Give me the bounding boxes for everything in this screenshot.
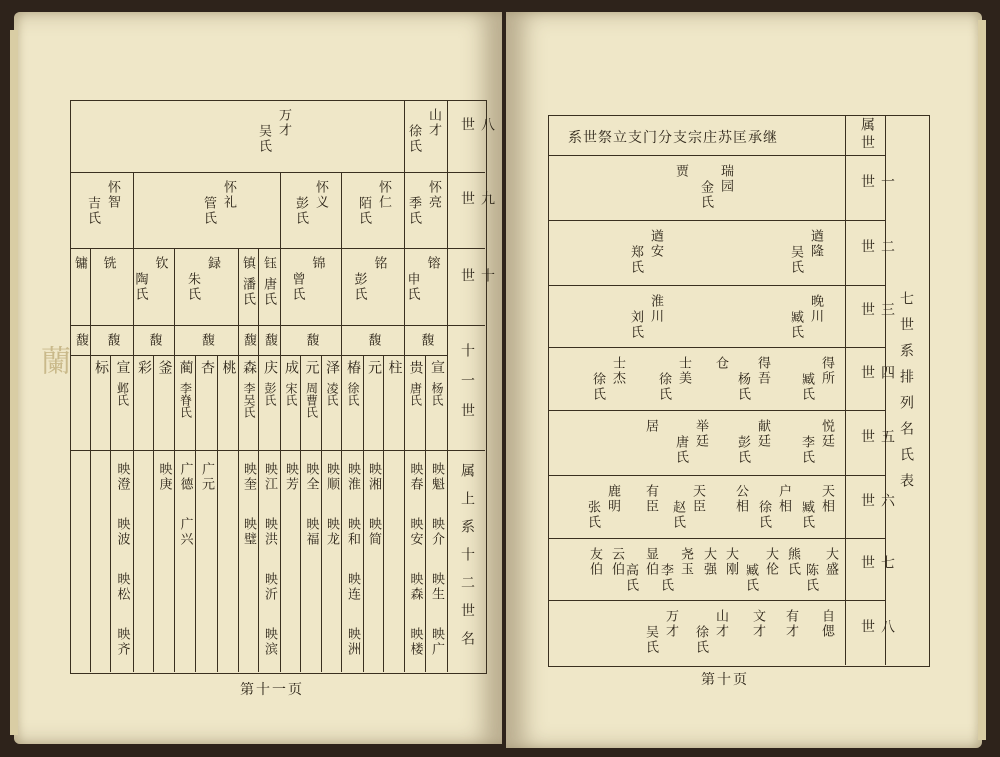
surname: 唐氏 (261, 277, 276, 307)
surname: 李氏 (799, 435, 814, 465)
table-rule (153, 355, 154, 672)
surname: 唐氏 (673, 435, 688, 465)
given-name: 鹿明 (605, 484, 620, 514)
table-rule (280, 172, 281, 248)
given-name: 釜 (156, 360, 173, 376)
table-rule (238, 355, 239, 672)
surname: 徐氏 (756, 500, 771, 530)
table-rule (321, 355, 322, 672)
surname: 高氏 (623, 563, 638, 593)
generation-label: 八世 (459, 117, 495, 155)
given-name: 怀亮 (426, 180, 441, 210)
given-name: 元 (303, 360, 320, 376)
gen12-name: 映芳 (283, 462, 298, 492)
surname: 邺氏 (115, 382, 130, 406)
genealogy-entry (733, 484, 749, 544)
given-name: 自偲 (819, 609, 834, 639)
table-rule (110, 355, 111, 672)
generation-label: 十一世 (459, 342, 475, 433)
given-name: 桃 (220, 360, 237, 376)
side-title: 七世系排列名氏表 (898, 291, 914, 499)
table-rule (447, 100, 448, 672)
surname: 徐氏 (693, 625, 708, 655)
table-rule (217, 355, 218, 672)
gen10-person (101, 256, 117, 316)
gen12-name: 广元 (199, 462, 214, 492)
table-rule (90, 355, 91, 672)
header-title: 系世祭立支门分支宗庄苏匡承继 (568, 130, 778, 146)
surname: 唐氏 (408, 382, 423, 406)
table-rule (404, 172, 405, 248)
table-rule (300, 355, 301, 672)
gen10-person (289, 256, 326, 316)
given-name: 万才 (663, 609, 678, 639)
gen12-name: 映魁 (429, 462, 444, 492)
surname: 臧氏 (743, 563, 758, 593)
gen12-name: 映奎 (241, 462, 256, 492)
given-name: 瑞园 (718, 164, 733, 194)
genealogy-entry (799, 484, 835, 544)
surname: 臧氏 (799, 372, 814, 402)
generation-label: 三世 (859, 302, 895, 330)
genealogy-entry (713, 356, 729, 416)
gen12-name: 映璧 (241, 517, 256, 547)
gen8-person (406, 108, 442, 168)
genealogy-entry (698, 164, 734, 224)
gen12-name: 映生 (429, 572, 444, 602)
genealogy-entry (643, 419, 659, 479)
table-rule (341, 248, 342, 355)
table-rule (280, 248, 281, 355)
gen12-name: 广兴 (177, 517, 193, 547)
genealogy-entry (658, 547, 694, 607)
table-rule (195, 355, 196, 672)
table-rule (383, 355, 384, 672)
surname: 陈氏 (803, 563, 818, 593)
gen11-generation-char: 馥 (303, 333, 319, 348)
surname: 吴氏 (788, 245, 803, 275)
genealogy-entry (788, 294, 824, 354)
surname: 陌氏 (356, 196, 371, 226)
right-page-number: 第十页 (701, 672, 749, 688)
given-name: 大伦 (763, 547, 778, 577)
surname: 彭氏 (293, 196, 308, 226)
given-name: 大盛 (823, 547, 838, 577)
given-name: 晚川 (808, 294, 823, 324)
gen12-name: 映全 (303, 462, 319, 492)
given-name: 得所 (819, 356, 834, 386)
given-name: 山才 (713, 609, 728, 639)
surname: 杨氏 (735, 372, 750, 402)
gen12-name: 映龙 (324, 517, 339, 547)
surname: 杨氏 (430, 382, 444, 406)
gen12-name: 映顺 (324, 462, 339, 492)
given-name: 悦廷 (819, 419, 834, 449)
genealogy-entry (656, 356, 692, 416)
surname: 季氏 (406, 196, 421, 226)
given-name: 镕 (424, 256, 440, 271)
given-name: 天相 (819, 484, 834, 514)
left-page-number: 第十一页 (240, 682, 304, 698)
given-name: 标 (93, 360, 109, 376)
gen12-name: 映广 (429, 627, 444, 657)
surname: 申氏 (404, 272, 420, 302)
given-name: 元 (366, 360, 382, 376)
given-name: 士美 (676, 356, 691, 386)
surname: 吉氏 (85, 196, 100, 226)
gen11-generation-char: 馥 (199, 333, 214, 348)
table-rule (133, 172, 134, 248)
surname: 彭氏 (351, 272, 367, 302)
surname: 赵氏 (670, 500, 685, 530)
given-name: 柱 (386, 360, 403, 376)
table-rule (133, 355, 134, 672)
generation-label: 七世 (859, 555, 895, 583)
given-name: 贵 (407, 360, 424, 376)
surname: 金氏 (698, 180, 713, 210)
given-name: 彩 (136, 360, 152, 376)
surname: 凌氏 (325, 382, 339, 406)
surname: 郑氏 (628, 245, 643, 275)
surname: 朱氏 (185, 272, 200, 302)
gen12-name: 映和 (345, 517, 360, 547)
given-name: 天臣 (690, 484, 705, 514)
genealogy-entry (590, 356, 626, 416)
table-rule (341, 172, 342, 248)
table-rule (845, 115, 846, 665)
gen9-person (356, 180, 392, 240)
gen12-name: 映滨 (262, 627, 277, 657)
table-rule (258, 355, 259, 672)
given-name: 庆 (262, 360, 278, 376)
left-page-edge (10, 30, 18, 735)
given-name: 怀仁 (376, 180, 391, 210)
generation-label: 二世 (859, 238, 895, 267)
gen10-person (404, 256, 441, 316)
surname: 徐氏 (590, 372, 605, 402)
gen12-name: 映洲 (345, 627, 360, 657)
genealogy-entry (785, 547, 801, 607)
generation-label: 十世 (459, 267, 495, 306)
genealogy-entry (799, 419, 835, 479)
table-rule (425, 355, 426, 672)
gen11-generation-char: 馥 (365, 333, 381, 348)
given-name: 户相 (776, 484, 791, 514)
genealogy-entry (735, 356, 771, 416)
gen12-name: 映沂 (262, 572, 277, 602)
given-name: 锦 (309, 256, 325, 271)
table-rule (238, 248, 239, 355)
table-rule (363, 355, 364, 672)
given-name: 钰 (261, 256, 276, 271)
table-rule (548, 285, 885, 286)
generation-label: 八世 (859, 618, 895, 647)
genealogy-entry (628, 294, 664, 354)
surname: 徐氏 (406, 124, 421, 154)
generation-label: 属上系十二世名 (459, 463, 475, 659)
surname: 陶氏 (132, 272, 148, 302)
given-name: 椿 (345, 360, 361, 376)
table-rule (548, 220, 885, 221)
generation-label: 一世 (859, 173, 895, 202)
given-name: 有才 (783, 609, 798, 639)
gen12-name: 映庚 (156, 462, 172, 492)
genealogy-entry (783, 609, 799, 669)
gen12-name: 映福 (303, 517, 319, 547)
surname: 仓 (713, 356, 728, 371)
surname: 宋氏 (284, 382, 298, 406)
surname: 彭氏 (263, 382, 277, 406)
gen12-name: 映湘 (366, 462, 381, 492)
genealogy-entry (803, 547, 839, 607)
given-name: 镛 (72, 256, 87, 271)
given-name: 镇 (240, 256, 255, 271)
given-name: 杏 (199, 360, 215, 376)
surname: 吴氏 (643, 625, 658, 655)
table-rule (404, 355, 405, 672)
genealogy-entry (750, 609, 766, 669)
gen12-name: 广德 (177, 462, 193, 492)
genealogy-entry (673, 419, 709, 479)
genealogy-entry (735, 419, 771, 479)
surname: 曾氏 (289, 272, 305, 302)
given-name: 公相 (733, 484, 748, 514)
gen12-name: 映楼 (407, 627, 423, 657)
genealogy-entry (799, 356, 835, 416)
given-name: 友伯 (587, 547, 602, 577)
genealogy-entry (628, 229, 664, 289)
gen12-name: 映松 (114, 572, 130, 602)
surname: 李吴氏 (242, 382, 256, 418)
gen12-name: 映洪 (262, 517, 277, 547)
genealogy-entry (788, 229, 824, 289)
genealogy-entry (585, 484, 621, 544)
given-name: 録 (205, 256, 220, 271)
table-rule (341, 355, 342, 672)
genealogy-entry (693, 609, 729, 669)
surname: 周曹氏 (304, 382, 319, 418)
gen11-generation-char: 馥 (241, 333, 256, 348)
given-name: 钦 (152, 256, 168, 271)
gen12-name: 映森 (407, 572, 423, 602)
given-name: 蔺 (177, 360, 194, 376)
gen10-person (261, 256, 277, 316)
gen12-name: 映介 (429, 517, 444, 547)
genealogy-entry (587, 547, 603, 607)
table-rule (174, 248, 175, 355)
gen11-generation-char: 馥 (262, 333, 277, 348)
surname: 徐氏 (656, 372, 671, 402)
gen9-person (85, 180, 121, 240)
surname: 李氏 (658, 563, 673, 593)
table-rule (280, 355, 281, 672)
surname: 管氏 (201, 196, 216, 226)
gen10-person (185, 256, 221, 316)
gen11-generation-char: 馥 (104, 333, 120, 348)
gen10-person (72, 256, 88, 316)
generation-label: 九世 (459, 191, 495, 229)
given-name: 怀义 (313, 180, 328, 210)
gen9-person (293, 180, 329, 240)
gen12-name: 映澄 (114, 462, 130, 492)
genealogy-entry (643, 609, 679, 669)
genealogy-entry (673, 164, 689, 224)
given-name: 有臣 (643, 484, 658, 514)
given-name: 士杰 (610, 356, 625, 386)
table-rule (548, 155, 885, 156)
given-name: 山才 (426, 108, 441, 138)
given-name: 铣 (100, 256, 116, 271)
given-name: 宣 (114, 360, 131, 376)
gen12-name: 映连 (345, 572, 360, 602)
given-name: 大刚 (723, 547, 738, 577)
right-page-edge (978, 20, 986, 740)
generation-label: 四世 (859, 364, 895, 393)
surname: 潘氏 (240, 277, 255, 307)
gen9-person (201, 180, 237, 240)
surname: 彭氏 (735, 435, 750, 465)
genealogy-entry (756, 484, 792, 544)
given-name: 献廷 (755, 419, 770, 449)
gen10-person (132, 256, 169, 316)
genealogy-entry (670, 484, 706, 544)
gen12-name: 映齐 (114, 627, 130, 657)
surname: 刘氏 (628, 310, 643, 340)
gen12-name: 映春 (407, 462, 423, 492)
gen12-name: 映波 (114, 517, 130, 547)
gen12-name: 映淮 (345, 462, 360, 492)
surname: 臧氏 (799, 500, 814, 530)
given-name: 显伯 (643, 547, 658, 577)
margin-stamp: 蘭 (35, 345, 70, 375)
surname: 臧氏 (788, 310, 803, 340)
table-rule (548, 347, 885, 348)
surname: 熊氏 (785, 547, 800, 577)
table-rule (258, 248, 259, 355)
gen9-person (406, 180, 442, 240)
surname: 李脊氏 (178, 382, 193, 418)
given-name: 怀礼 (221, 180, 236, 210)
given-name: 森 (241, 360, 257, 376)
genealogy-entry (623, 547, 659, 607)
table-rule (404, 100, 405, 172)
given-name: 得吾 (755, 356, 770, 386)
given-name: 泽 (324, 360, 340, 376)
surname: 贾 (673, 164, 688, 179)
genealogy-entry (643, 484, 659, 544)
given-name: 云伯 (609, 547, 624, 577)
given-name: 文才 (750, 609, 765, 639)
generation-label: 五世 (859, 428, 895, 457)
gen12-name: 映江 (262, 462, 277, 492)
given-name: 举廷 (693, 419, 708, 449)
given-name: 万才 (276, 108, 291, 138)
gen10-person (240, 256, 256, 316)
given-name: 宣 (429, 360, 445, 376)
gen11-generation-char: 馥 (73, 333, 88, 348)
given-name: 遒隆 (808, 229, 823, 259)
given-name: 铭 (371, 256, 387, 271)
surname: 张氏 (585, 500, 600, 530)
surname: 吴氏 (256, 124, 271, 154)
gen11-generation-char: 馥 (146, 333, 162, 348)
surname: 徐氏 (346, 382, 360, 406)
gen12-name: 映简 (366, 517, 381, 547)
given-name: 大强 (701, 547, 716, 577)
given-name: 遒安 (648, 229, 663, 259)
given-name: 淮川 (648, 294, 663, 324)
header-label: 属世 (859, 117, 875, 153)
gen11-generation-char: 馥 (418, 333, 434, 348)
table-rule (174, 355, 175, 672)
table-rule (90, 248, 91, 355)
genealogy-entry (723, 547, 739, 607)
genealogy-entry (743, 547, 779, 607)
genealogy-entry (819, 609, 835, 669)
genealogy-entry (701, 547, 717, 607)
given-name: 成 (283, 360, 299, 376)
generation-label: 六世 (859, 492, 895, 521)
given-name: 尧玉 (678, 547, 693, 577)
surname: 居 (643, 419, 658, 434)
gen10-person (351, 256, 388, 316)
gen8-person (256, 108, 292, 168)
gen12-name: 映安 (407, 517, 423, 547)
given-name: 怀智 (105, 180, 120, 210)
